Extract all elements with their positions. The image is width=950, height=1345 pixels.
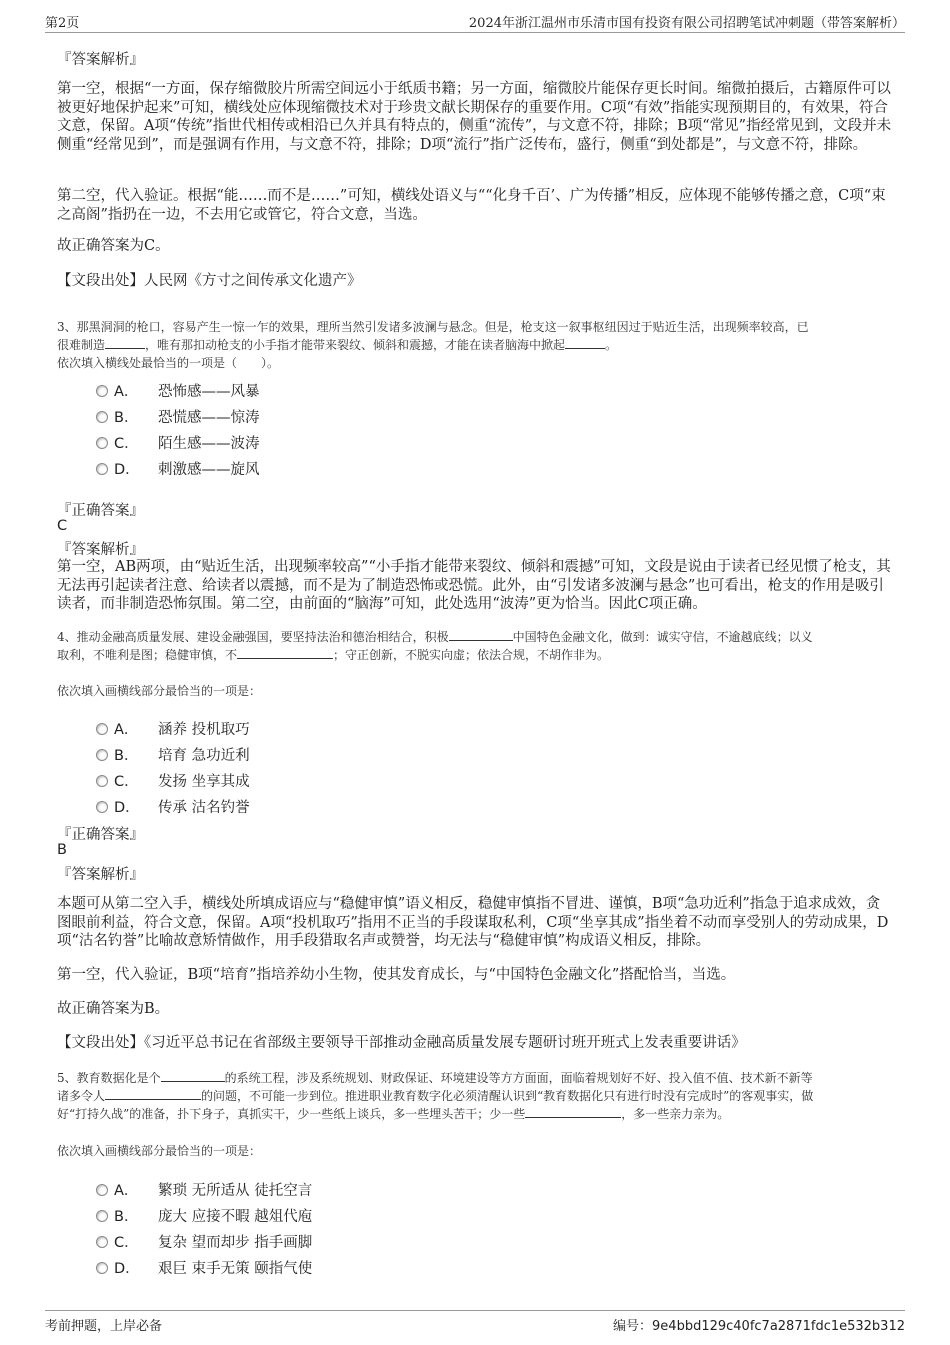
q2-analysis-p2: 第二空，代入验证。根据“能……而不是……”可知，横线处语义与““化身千百’、广为传播”相反，应体现不能够传播之意，C项“束之高阁”指扔在一边，不去用它或管它，符合文意，当选。	[57, 188, 886, 223]
q4-source: 【文段出处】《习近平总书记在省部级主要领导干部推动金融高质量发展专题研讨班开班式上发表重要讲话》	[57, 1035, 746, 1051]
q5-option-a[interactable]: A． 繁琐 无所适从 徒托空言	[96, 1179, 312, 1199]
q4-answer: B	[57, 842, 67, 858]
blank	[105, 1087, 201, 1100]
q3-option-d[interactable]: D． 刺激感——旋风	[96, 458, 260, 478]
q4-instruction: 依次填入画横线部分最恰当的一项是：	[57, 684, 262, 698]
q5-instruction: 依次填入画横线部分最恰当的一项是：	[57, 1144, 262, 1158]
radio-icon[interactable]	[96, 1210, 108, 1222]
document-title: 2024年浙江温州市乐清市国有投资有限公司招聘笔试冲刺题（带答案解析）	[468, 16, 905, 31]
radio-icon[interactable]	[96, 411, 108, 423]
radio-icon[interactable]	[96, 749, 108, 761]
radio-icon[interactable]	[96, 801, 108, 813]
page-header	[45, 12, 905, 33]
document-code: 编号：9e4bbd129c40fc7a2871fdc1e532b312	[613, 1319, 905, 1334]
page-number: 第2页	[45, 16, 80, 31]
q3-option-c[interactable]: C． 陌生感——波涛	[96, 432, 260, 452]
radio-icon[interactable]	[96, 437, 108, 449]
q3-option-a[interactable]: A． 恐怖感——风暴	[96, 380, 260, 400]
radio-icon[interactable]	[96, 1236, 108, 1248]
blank	[161, 1069, 225, 1082]
analysis-label: 『答案解析』	[57, 52, 144, 68]
q4-conclusion: 故正确答案为B。	[57, 1001, 170, 1017]
q3-analysis: 第一空，AB两项，由“贴近生活，出现频率较高”“小手指才能带来裂纹、倾斜和震撼”可知，文段是说由于读者已经见惯了枪支，其无法再引起读者注意、给读者以震撼，而不是为了制造恐怖或恐慌。此外，由“引发诸多波澜与悬念”也可看出，枪支的作用是吸引读者，而非制造恐怖氛围。第二空，由前面的“脑海”可知，此处选用“波涛”更为恰当。因此C项正确。	[57, 559, 891, 612]
correct-label: 『正确答案』	[57, 503, 144, 519]
blank	[525, 1105, 621, 1118]
analysis-label: 『答案解析』	[57, 867, 144, 883]
q5-option-d[interactable]: D． 艰巨 束手无策 颐指气使	[96, 1257, 312, 1277]
q4-analysis-p1: 本题可从第二空入手，横线处所填成语应与“稳健审慎”语义相反，稳健审慎指不冒进、谨慎，B项“急功近利”指急于追求成效，贪图眼前利益，符合文意，保留。A项“投机取巧”指用不正当的手段谋取私利，C项“坐享其成”指坐着不动而享受别人的劳动成果，D项“沽名钓誉”比喻故意矫情做作，用手段猎取名声或赞誉，均无法与“稳健审慎”构成语义相反，排除。	[57, 896, 889, 949]
analysis-label: 『答案解析』	[57, 542, 144, 558]
page-footer	[45, 1310, 905, 1335]
q5-option-c[interactable]: C． 复杂 望而却步 指手画脚	[96, 1231, 312, 1251]
q5-stem: 5、教育数据化是个 的系统工程，涉及系统规划、财政保证、环境建设等方方面面，面临着规划好不好、投入值不值、技术新不新等 诸多令人 的问题，不可能一步到位。推进职业教育数字化必须清醒认识到“教育数据化只有进行时没有完成时”的客观事实，做 好“打持久战”的准备，扑下身子，真抓实干，少一些纸上谈兵，多一些埋头苦干；少一些 ，多一些亲力亲为。	[57, 1071, 814, 1121]
q5-option-b[interactable]: B． 庞大 应接不暇 越俎代庖	[96, 1205, 312, 1225]
radio-icon[interactable]	[96, 1184, 108, 1196]
blank	[237, 646, 333, 659]
correct-label: 『正确答案』	[57, 827, 144, 843]
footer-slogan: 考前押题，上岸必备	[45, 1319, 163, 1334]
q4-analysis-p2: 第一空，代入验证，B项“培育”指培养幼小生物，使其发育成长，与“中国特色金融文化”搭配恰当，当选。	[57, 967, 736, 983]
q2-source: 【文段出处】人民网《方寸之间传承文化遗产》	[57, 273, 362, 289]
radio-icon[interactable]	[96, 463, 108, 475]
blank	[105, 336, 145, 349]
q4-option-a[interactable]: A． 涵养 投机取巧	[96, 718, 250, 738]
radio-icon[interactable]	[96, 1262, 108, 1274]
q2-conclusion: 故正确答案为C。	[57, 238, 170, 254]
blank	[449, 628, 513, 641]
q3-answer: C	[57, 518, 68, 534]
q4-stem: 4、推动金融高质量发展、建设金融强国，要坚持法治和德治相结合，积极 中国特色金融文化，做到：诚实守信，不逾越底线；以义 取利，不唯利是图；稳健审慎，不 ；守正创新，不脱实向虚；依法合规，不胡作非为。	[57, 630, 813, 662]
radio-icon[interactable]	[96, 723, 108, 735]
q2-analysis-p1: 第一空，根据“一方面，保存缩微胶片所需空间远小于纸质书籍；另一方面，缩微胶片能保存更长时间。缩微拍摄后，古籍原件可以被更好地保护起来”可知，横线处应体现缩微技术对于珍贵文献长期保存的重要作用。C项“有效”指能实现预期目的，有效果，符合文意，保留。A项“传统”指世代相传或相沿已久并具有特点的，侧重“流传”，与文意不符，排除；B项“常见”指经常见到，文段并未侧重“经常见到”，而是强调有作用，与文意不符，排除；D项“流行”指广泛传布，盛行，侧重“到处都是”，与文意不符，排除。	[57, 81, 892, 153]
radio-icon[interactable]	[96, 385, 108, 397]
q4-option-d[interactable]: D． 传承 沽名钓誉	[96, 796, 250, 816]
q3-stem: 3、那黑洞洞的枪口，容易产生一惊一乍的效果，理所当然引发诸多波澜与悬念。但是，枪支这一叙事枢纽因过于贴近生活，出现频率较高，已 很难制造 ，唯有那扣动枪支的小手指才能带来裂纹、倾斜和震撼，才能在读者脑海中掀起 。 依次填入横线处最恰当的一项是（ ）。	[57, 320, 809, 370]
q3-option-b[interactable]: B． 恐慌感——惊涛	[96, 406, 260, 426]
radio-icon[interactable]	[96, 775, 108, 787]
blank	[565, 336, 605, 349]
q4-option-c[interactable]: C． 发扬 坐享其成	[96, 770, 250, 790]
q4-option-b[interactable]: B． 培育 急功近利	[96, 744, 250, 764]
